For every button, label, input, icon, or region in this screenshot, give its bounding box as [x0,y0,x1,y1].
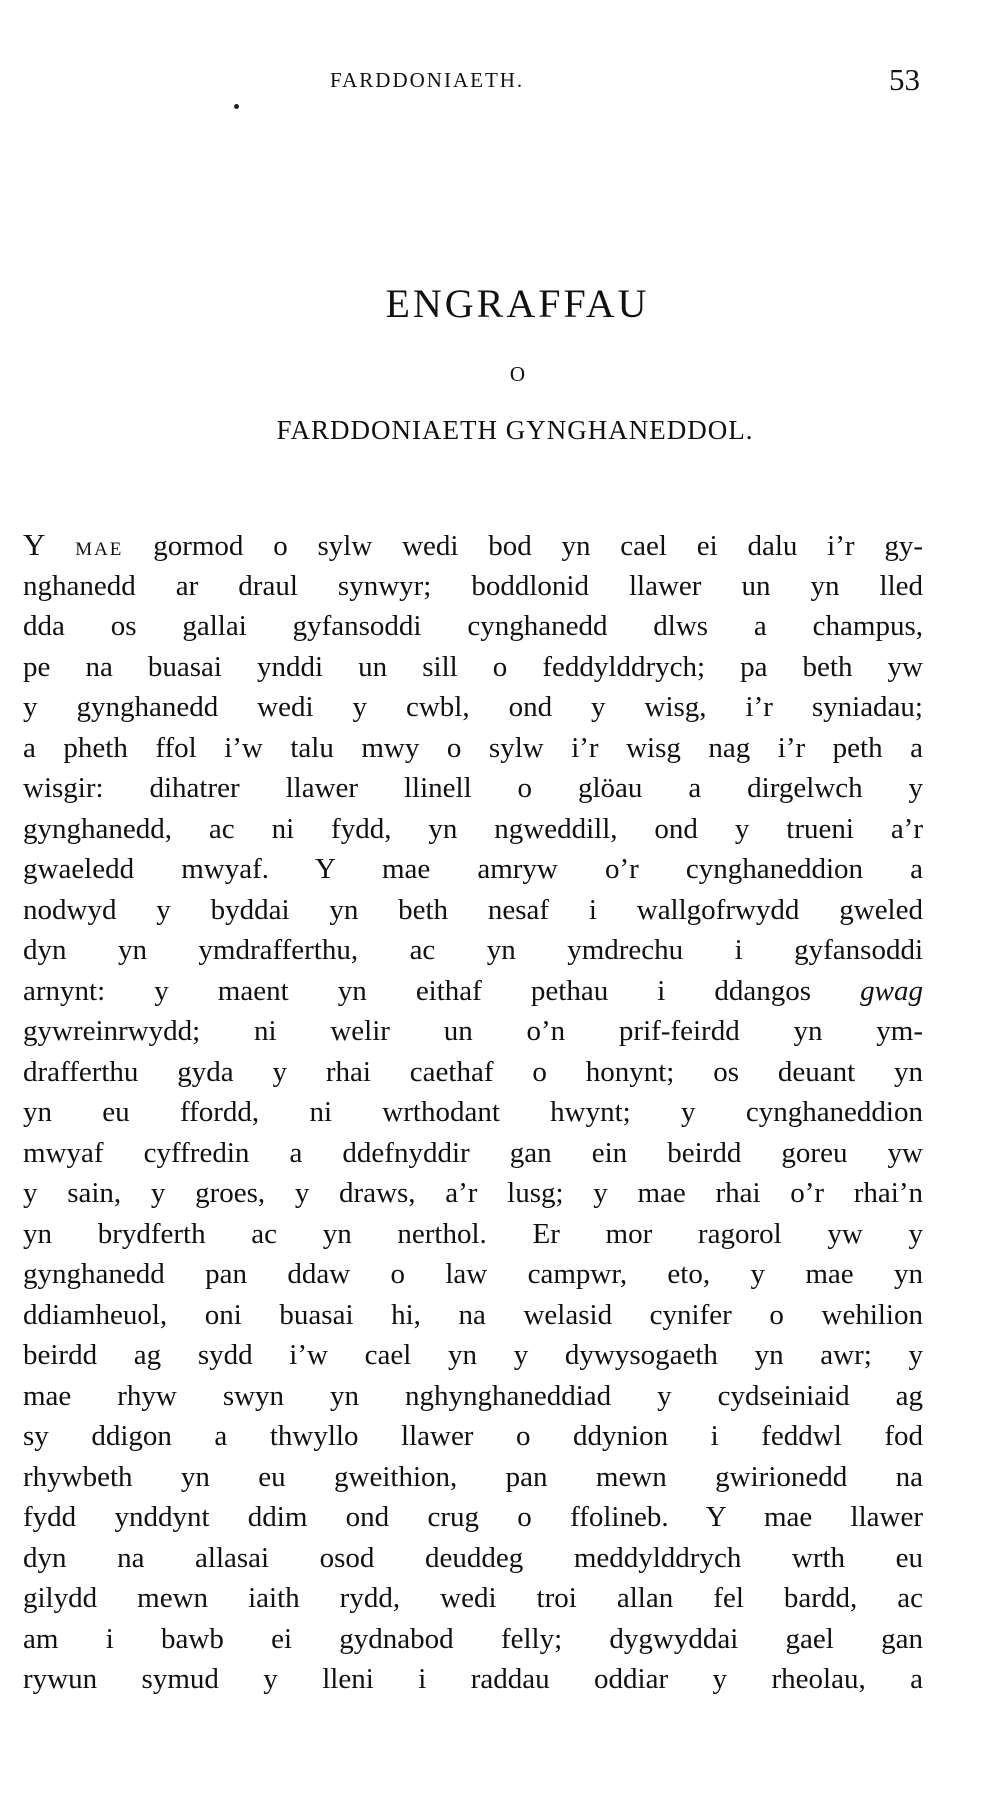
text-line: fydd ynddynt ddim ond crug o ffolineb. Y mae llawer [23,1501,923,1533]
text-line: beirdd ag sydd i’w cael yn y dywysogaeth yn awr; y [23,1339,923,1371]
running-title: FARDDONIAETH. [330,68,525,92]
text-line: yn eu ffordd, ni wrthodant hwynt; y cynghaneddion [23,1096,923,1128]
text-line: yn brydferth ac yn nerthol. Er mor ragorol yw y [23,1217,923,1250]
text-line: gilydd mewn iaith rydd, wedi troi allan fel bardd, ac [23,1582,923,1614]
section-connector: O [509,362,526,386]
small-caps-word: MAE [75,539,124,560]
drop-cap: Y [23,527,46,562]
ink-speck [234,104,239,109]
text-line-rest: gormod o sylw wedi bod yn cael ei dalu i’r gy- [123,530,924,562]
running-head [0,62,995,102]
text-line: gynghanedd pan ddaw o law campwr, eto, y mae yn [23,1258,923,1290]
text-line: mwyaf cyffredin a ddefnyddir gan ein beirdd goreu yw [23,1136,923,1169]
text-line: a pheth ffol i’w talu mwy o sylw i’r wisg nag i’r peth a [23,731,923,764]
text-line: y sain, y groes, y draws, a’r lusg; y mae rhai o’r rhai’n [23,1177,923,1209]
text-line: gwaeledd mwyaf. Y mae amryw o’r cynghaneddion a [23,853,923,885]
text-line: dda os gallai gyfansoddi cynghanedd dlws a champus, [23,610,923,642]
text-line: drafferthu gyda y rhai caethaf o honynt; os deuant yn [23,1055,923,1088]
section-heading: ENGRAFFAU [385,281,650,326]
text-line: sy ddigon a thwyllo llawer o ddynion i feddwl fod [23,1420,923,1452]
text-line [23,971,923,1012]
text-line: ddiamheuol, oni buasai hi, na welasid cynifer o wehilion [23,1298,923,1331]
text-line: y gynghanedd wedi y cwbl, ond y wisg, i’r syniadau; [23,691,923,723]
text-line: nodwyd y byddai yn beth nesaf i wallgofrwydd gweled [23,893,923,926]
page-number: 53 [889,62,920,97]
text-line: nghanedd ar draul synwyr; boddlonid llawer un yn lled [23,569,923,602]
section-subheading: FARDDONIAETH GYNGHANEDDOL. [276,415,754,445]
text-line: gywreinrwydd; ni welir un o’n prif-feirdd yn ym- [23,1015,923,1047]
text-line: gynghanedd, ac ni fydd, yn ngweddill, ond y trueni a’r [23,812,923,845]
italic-word: gwag [860,974,923,1007]
text-line [23,525,923,566]
text-line: dyn yn ymdrafferthu, ac yn ymdrechu i gyfansoddi [23,934,923,966]
text-line: rywun symud y lleni i raddau oddiar y rheolau, a [23,1663,923,1695]
text-line: rhywbeth yn eu gweithion, pan mewn gwirionedd na [23,1460,923,1493]
text-line: dyn na allasai osod deuddeg meddylddrych wrth eu [23,1541,923,1574]
text-line: mae rhyw swyn yn nghynghaneddiad y cydseiniaid ag [23,1379,923,1412]
text-line: am i bawb ei gydnabod felly; dygwyddai gael gan [23,1622,923,1655]
text-line: pe na buasai ynddi un sill o feddylddrych; pa beth yw [23,650,923,683]
text-line-start: arnynt: y maent yn eithaf pethau i ddangos [23,974,861,1007]
text-line: wisgir: dihatrer llawer llinell o glöau a dirgelwch y [23,772,923,804]
body-paragraph [23,525,923,1700]
